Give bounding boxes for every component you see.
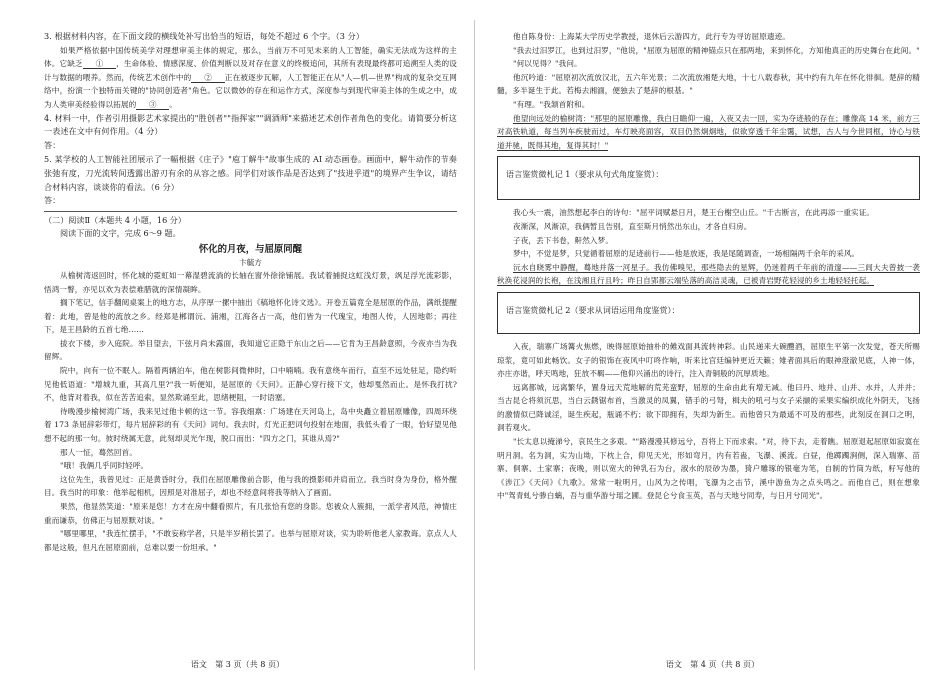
article-paragraph: 远离都城，远离繁华，置身远天荒地解的荒芜蛮野，屈原的生命由此有增无减。他曰丹、地并、山并、水并，人并并；当古昆仑将须沉思，当白云銹锯布首，当激灵的凤翼，错手的弓弩，楫夫的吼弓与女子采撷的采果实编织成化外阴天，飞扬的激情似已降诚淫，诞生疾起，瓶诵不朽；欲下即拥有，失却为新生。而他曾只为最遥不可及的那些，此刻反在洞口之明，洞若观火。 bbox=[497, 382, 920, 433]
article-paragraph: 子夜，丢下书卷，鼾然入梦。 bbox=[513, 235, 614, 245]
article-paragraph: "长太息以掩涕兮，哀民生之多艰。""路漫漫其修远兮，吾将上下而求索。"对，待下去，走着瞧。屈原退起屈原如寂寞在明月洞。名为洞，实为山坳，下枕上合，仰见天光，形如弯月，内有若蛊，飞瀑、溪流。白昼，他踯躅涧侧，深入瑞寨、苗寨、侗寨、土家寨；夜晚，则以宽大的钟乳石为台，淑水的辰砂为墨，猗户雕琢的银毫为笔，自制的竹筒为纸，籽写他的《涉江》《天问》《九歌》。常常一啦明月，山风为之传唱，飞瀑为之击节，溪中游鱼为之点头鸣之。而他自己，则在想象中"驾青虬兮骖白螭，吾与重华游兮瑶之圃。登昆仑兮食玉英，吾与天地兮同寿，与日月兮同光"。 bbox=[497, 437, 920, 501]
article-paragraph: 他自陈身份：上海某大学历史学教授，退休后云游四方，此行专为寻访屈原遗迹。 bbox=[513, 32, 790, 41]
article-paragraph: "哪里哪里，"我连忙摆手，"不敢妄称学者，只是半岁稍长罢了。也举与屈原对谈，实为聆听他老人家教诲。京点人人都是这般，但凡在屈原面前，总难以要一份坦承。" bbox=[44, 529, 457, 552]
article-title: 怀化的月夜，与屈原同醒 bbox=[198, 243, 303, 255]
article-paragraph: 拔衣下楼，步入庭院。举目望去，下弦月尚未露面，我知道它正隐于东山之后——它肯为王昌龄意照，今夜亦当为我留辉。 bbox=[44, 338, 457, 362]
answer-box-2-label: 语言鉴赏微札记 2（要求从词语运用角度鉴赏）： bbox=[506, 304, 680, 315]
question-3-passage: 如果严格依据中国传统美学对理想审美主体的规定，那么，当前万不可见未来的人工智能，确实无法成为这样的主体。它缺乏 ① ，生命体验、情感深度、价值判断以及对存在意义的终极追问，其所有表现最终都可追溯至人类的设计与数据的喂养。然而，传统艺术创作中的 ② 正在被逐步瓦解，人工智能正在从"人—机—世界"构成的复杂交互网络中，扮演一个独特而关键的"协同创造者"角色。它以微妙的存在和运作方式，深度参与到现代审美主体的生成之中，成为人类审美经验得以拓展的 ③ 。 bbox=[44, 45, 457, 109]
article-paragraph: 他沉吟道："屈原初次流放汉北，五六年光景；二次流放湘楚大地，十七八载春秋，其中约有九年在怀化徘徊。楚辞的精髓，多半诞生于此。若梅去湘湎，便独去了楚辞的根基。" bbox=[497, 72, 920, 96]
article-author: 卞毓方 bbox=[239, 257, 262, 267]
article-paragraph: "我去过汨罗江，也到过汨罗，"他说，"屈原为屈原的精神锚点只在那两地，来到怀化，方知他真正的历史舞台在此间。" bbox=[513, 45, 920, 55]
article-paragraph: 从榆树湾返回时，怀化城的霓虹如一幕湿碧流淌的长轴在窗外徐徐铺展。我试着捕捉这虹浅灯景，飒足浮光流彩影，悟鸿一瞥，亦见以欢为表偿难腊就的深情凝眸。 bbox=[44, 270, 457, 294]
answer-box-2[interactable] bbox=[497, 292, 920, 334]
answer-box-1-label: 语言鉴赏微札记 1（要求从句式角度鉴赏）： bbox=[506, 169, 664, 180]
article-paragraph: 梦中，不觉是梦，只觉循着屈原的足迹前行——他是放逐，我是尾随调查，一场相隔两千余年的采风。 bbox=[513, 249, 860, 259]
article-paragraph: "哦！我俩几乎同时轻呼。 bbox=[60, 461, 149, 471]
answer-4[interactable]: 答： bbox=[44, 139, 61, 150]
page-footer-right: 语文 第 4 页（共 8 页） bbox=[665, 659, 760, 669]
article-paragraph: 待晚漫步榆树湾广场，我来见过他卡顿的这一节。容我细禀：广场建在天河岛上，岛中央矗立着屈原雕像，四周环绕着 173 条屈辞彩带灯，每片屈辞彩的有《天问》词句。我去时，灯光正把词句投射在地面，我低头看了一眼，恰好望见他想不起的那一句。彼时绕属无意，此刻却灵光乍现，脱口而出："四方之门，其谁从焉?" bbox=[44, 406, 457, 444]
article-paragraph: 那人一怔，蓦然回首。 bbox=[60, 447, 137, 457]
question-3: 3. 根据材料内容，在下面文段的横线处补写出恰当的短语，每处不超过 6 个字。（3 分） bbox=[44, 31, 365, 41]
answer-box-1[interactable] bbox=[497, 156, 920, 200]
section-divider bbox=[44, 211, 457, 212]
blank-3[interactable]: ③ bbox=[136, 100, 169, 110]
blank-1[interactable]: ① bbox=[83, 59, 116, 69]
article-paragraph: 果然，他显然笑道："原来是您！方才在房中翻看照片，有几张恰有您的身影。您被众人簇拥，一派学者风范，神情庄重而谦恭，仿佛正与屈原默对谈。" bbox=[44, 502, 457, 525]
article-paragraph: 院中，向有一位不眠人。隔着两辆泊车，他在树影间微伸时，口中喃喃。我有意绕车而行，直至不远处驻足，隐约听见他低语道："增城九重，其高几里?"我一听便知，是屈原的《天问》。正静心穿行接下文，他却戛然而止。是怀我打扰?不，他背对着我，似在苦苦追索，显然欺诵至此，思绪梗阻，一时语塞。 bbox=[44, 366, 457, 403]
blank-2[interactable]: ② bbox=[191, 73, 225, 83]
article-paragraph: 入夜，瑞寨广场篝火焦燃，映得屈原始抽朴的傩戏面具流转神彩。山民递来大碗醴酒，屈原生平第一次发觉，苍天所赐琼浆，竟可如此畅饮。女子的银饰在夜风中叮咚作响，听来比宫廷编钟更近天籁；雉者面具后的眼神澄澈见底，人神一体，亦庄亦谐，呼天鸣地，狂放不羁——他仰兴涌出的诗行，注入青铜般的沉厚质地。 bbox=[497, 341, 920, 379]
underlined-paragraph-2: 沅水自晓雾中静醒，蓦地并落一河星子。我仿佛嗅见，那些隐去的星辉，仍迷着两千年前的清邃——三闾大夫曾披一袭秋涣花浸润的长袍，在浅湘且行且吟；昨日自郢都云端坠落的高洁灵魂，已被青岩野花轻浸的乡土地轻轻托起。 bbox=[497, 262, 920, 286]
article-paragraph: "何以见得？"我问。 bbox=[513, 59, 582, 69]
page-footer-left: 语文 第 3 页（共 8 页） bbox=[190, 659, 285, 669]
article-paragraph: 夜渐深，风渐凉，我俩暂且告别，直至斯月悄然出东山，才各自归房。 bbox=[513, 221, 752, 231]
article-paragraph: 我心头一震，油然想起李白的诗句："屈平词赋悬日月，楚王台榭空山丘。"千古断言，在此再添一重实证。 bbox=[513, 208, 875, 218]
article-paragraph: 搁下笔记，信手翻阅桌案上的地方志，从序厚一摞中抽出《稿地怀化诗文选》。开卷五篇竟全是屈原的作品，满纸提醒着：此地，曾是他的流放之乡。经郑是郴谓沅、浦湘，江海各占一高，他们皆为一代瑰宝，地图人传，人因地彰；再往下，是王昌龄的五首七绝…… bbox=[44, 298, 457, 335]
question-4: 4. 材料一中，作者引用摄影艺术家提出的"胜创者""指挥家""调酒师"来描述艺术创作者角色的变化。请简要分析这一表述在文中有何作用。（4 分） bbox=[44, 112, 457, 137]
question-5: 5. 某学校的人工智能社团展示了一幅根据《庄子》"庖丁解牛"故事生成的 AI 动态画卷。画面中，解牛动作的节奏张弛有度，刀光流转间透露出游刃有余的从容之感。同学们对该作品是否达到了"技进乎道"的境界产生争议，请结合材料内容，谈谈你的看法。（6 分） bbox=[44, 154, 457, 192]
article-paragraph: "有理。"我颔首附和。 bbox=[513, 99, 590, 109]
article-paragraph: 这位先生，我曾见过：正是黄昏时分，我们在屈原雕像前合影，他与我的摄影师并肩而立。我当时身为身份，格外醒目。我当时的印象：他举起相机，因照是对准屈子，却也不经意间将我等纳入了画面。 bbox=[44, 474, 457, 498]
answer-5[interactable]: 答： bbox=[44, 195, 61, 206]
section-heading: （二）阅读Ⅱ（本题共 4 小题，16 分） bbox=[44, 214, 186, 225]
underlined-paragraph-1: 他望向远处的榆树湾："那里的屈原雕像，我白日瞻仰一遍，入夜又去一回，实为夺迹般的存在；雕像高 14 米，前方三对高铁轨道，每当列车疾驶而过，车灯映亮面容，双目仍然炯炯地，似欲穿透千年尘霭，试想，古人与今世同框，诗心与铁道并驰，既得其地，复得其时！" bbox=[497, 113, 920, 150]
section-instruction: 阅读下面的文字，完成 6～9 题。 bbox=[60, 228, 181, 239]
page-right bbox=[475, 0, 950, 688]
